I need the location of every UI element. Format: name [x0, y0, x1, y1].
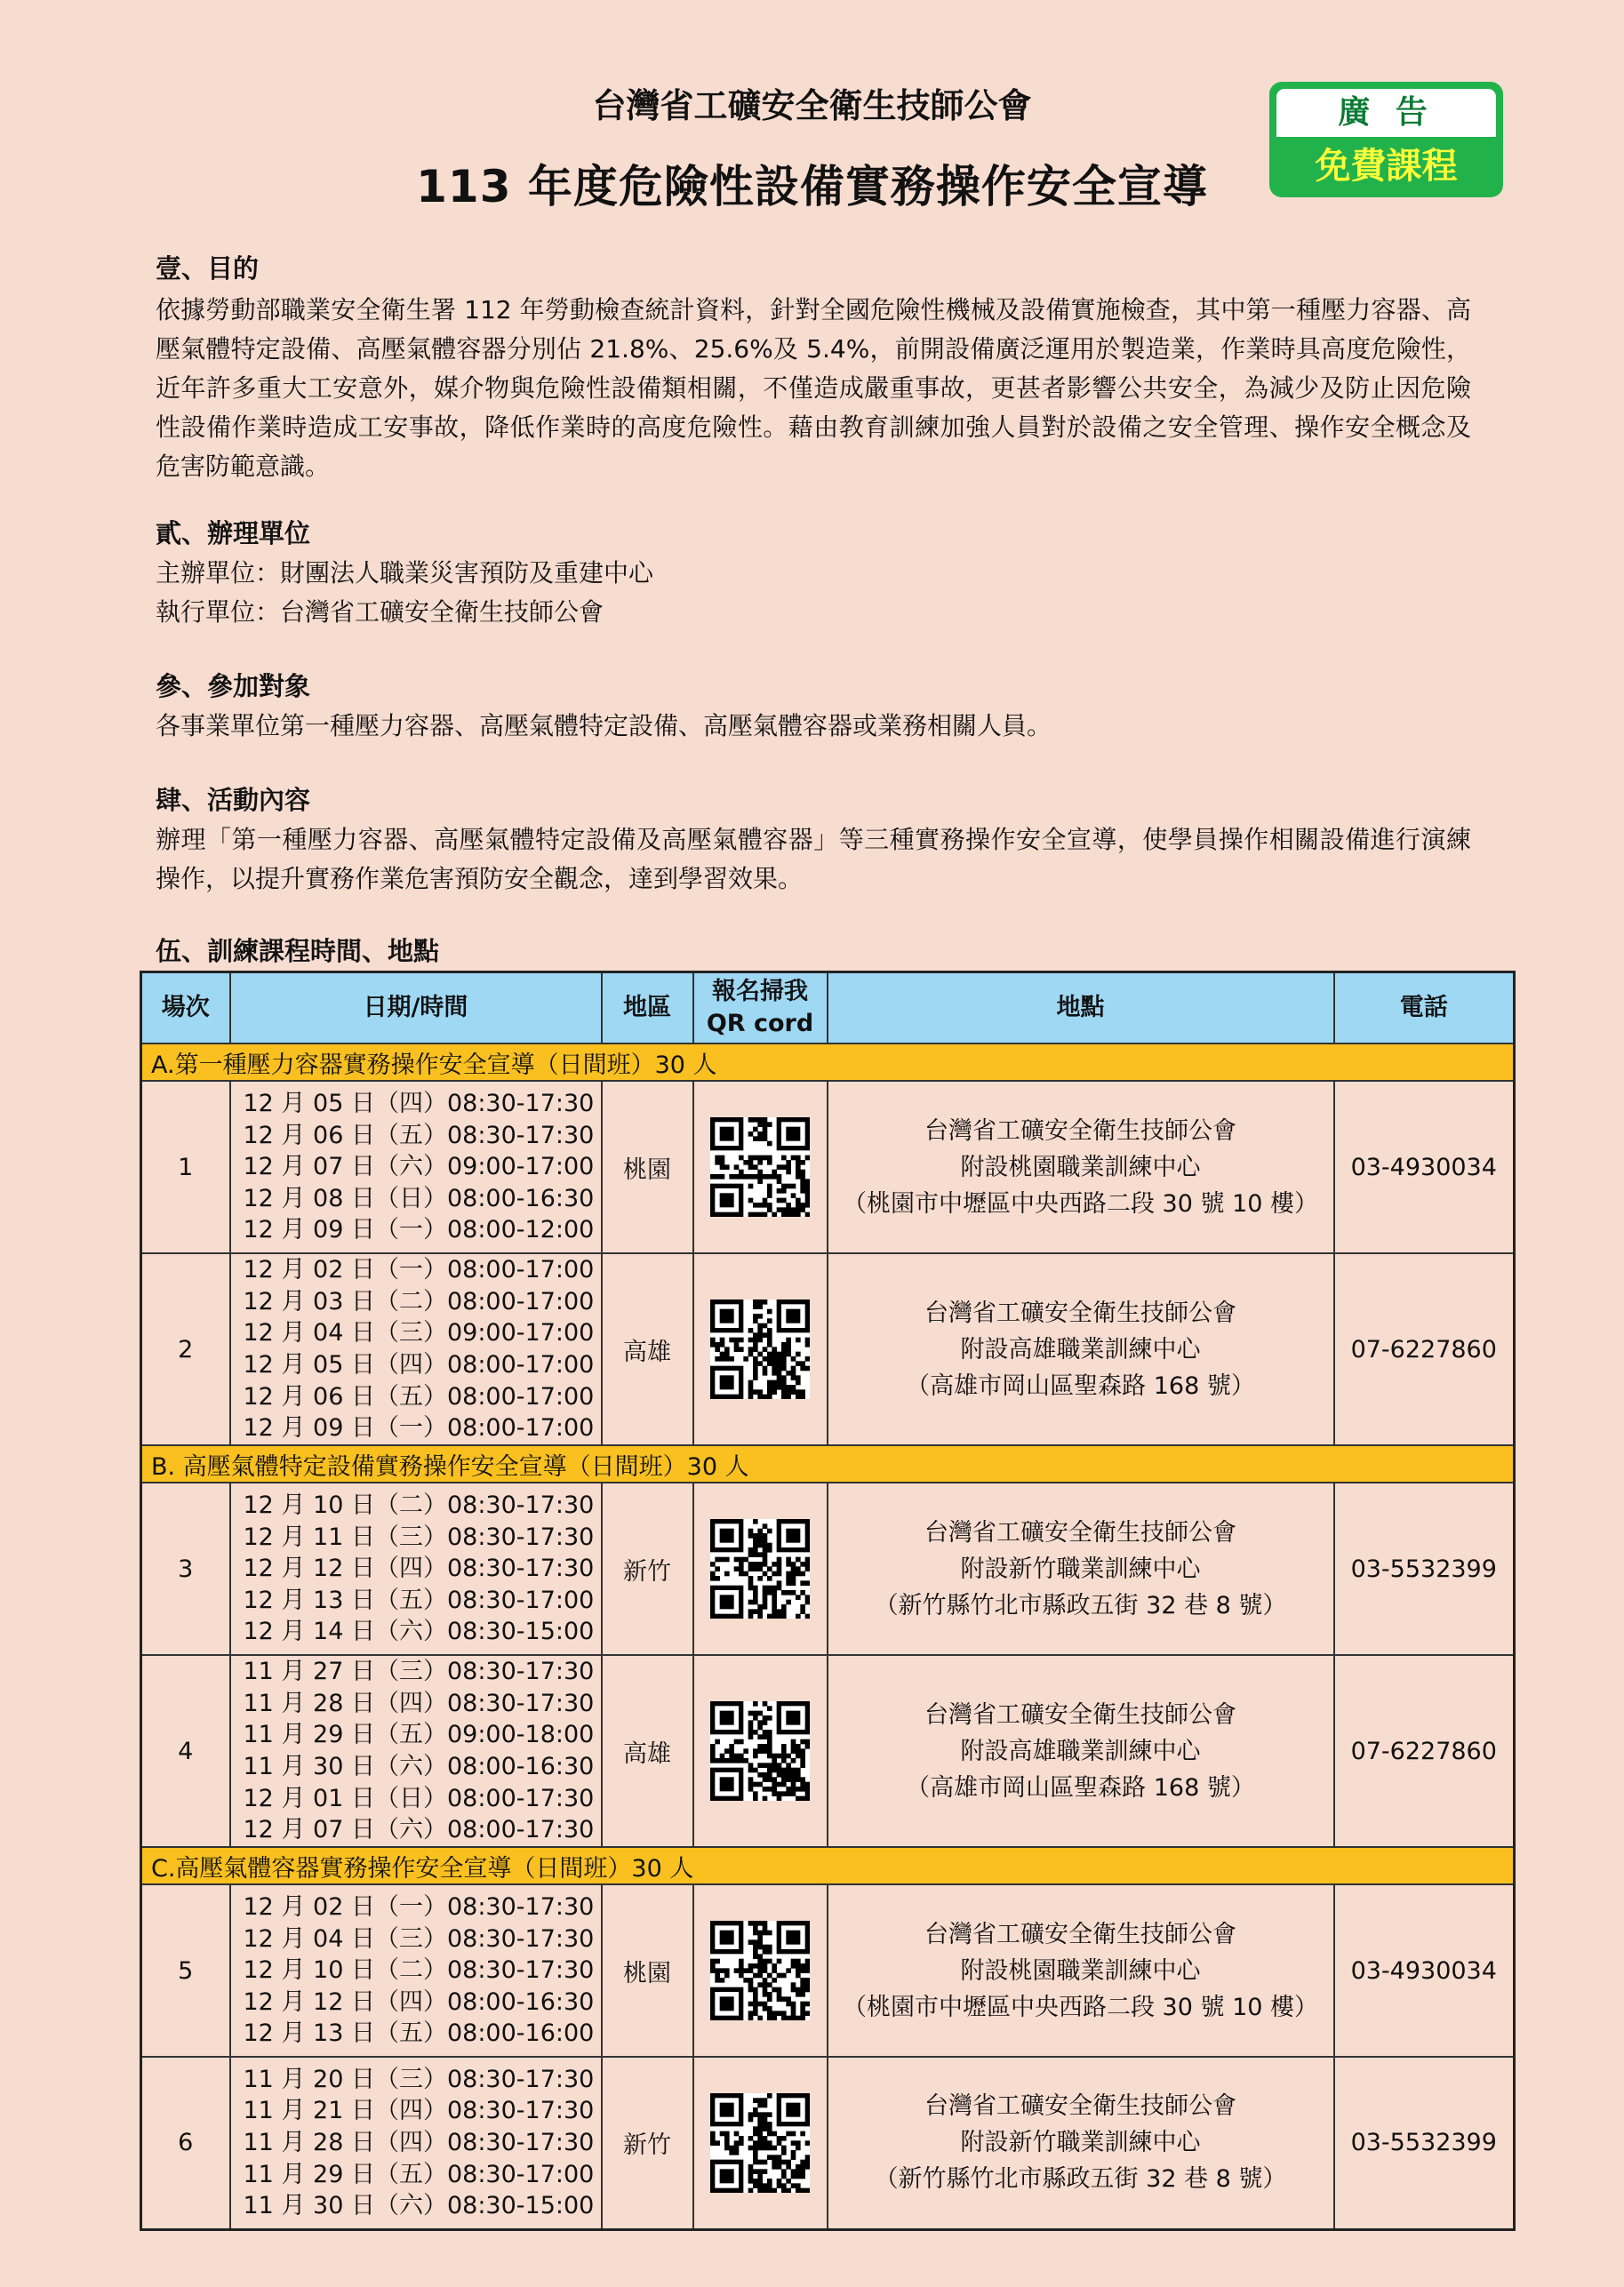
- venue-line: 台灣省工礦安全衛生技師公會: [924, 1700, 1236, 1729]
- qr-label-2: QR cord: [706, 1010, 814, 1037]
- page-title: 113 年度危險性設備實務操作安全宣導: [416, 161, 1208, 212]
- qr-label-1: 報名掃我: [712, 978, 808, 1005]
- venue-line: （新竹縣竹北市縣政五街 32 巷 8 號）: [874, 2165, 1287, 2194]
- date-item: 12 月 07 日（六）09:00-17:00: [243, 1153, 595, 1181]
- venue-line: （高雄市岡山區聖森路 168 號）: [906, 1773, 1255, 1802]
- session-number: 1: [141, 1081, 230, 1253]
- table-row: [141, 1655, 1515, 1847]
- section-text: 各事業單位第一種壓力容器、高壓氣體特定設備、高壓氣體容器或業務相關人員。: [156, 711, 1052, 740]
- date-list: [230, 1655, 602, 1847]
- ad-label: 廣 告: [1276, 89, 1496, 137]
- phone-number: 03-5532399: [1334, 1483, 1515, 1655]
- venue: [828, 1483, 1334, 1655]
- qr-cell: [693, 2057, 828, 2229]
- region: 新竹: [602, 1483, 693, 1655]
- date-item: 12 月 11 日（三）08:30-17:30: [243, 1523, 595, 1551]
- course-group-label: A.第一種壓力容器實務操作安全宣導（日間班）30 人: [141, 1044, 1515, 1081]
- table-row: [141, 1483, 1515, 1655]
- date-item: 12 月 02 日（一）08:00-17:00: [243, 1256, 595, 1284]
- date-item: 11 月 27 日（三）08:30-17:30: [243, 1658, 595, 1686]
- date-item: 12 月 04 日（三）08:30-17:30: [243, 1924, 595, 1953]
- section-heading: 貳、辦理單位: [156, 518, 311, 548]
- date-item: 11 月 20 日（三）08:30-17:30: [243, 2065, 595, 2093]
- schedule-table: [140, 971, 1516, 2231]
- date-item: 12 月 12 日（四）08:00-16:30: [243, 1987, 595, 2016]
- date-item: 12 月 14 日（六）08:30-15:00: [243, 1618, 595, 1646]
- date-item: 12 月 08 日（日）08:00-16:30: [243, 1184, 595, 1212]
- qr-cell: [693, 1655, 828, 1847]
- venue: [828, 1655, 1334, 1847]
- session-number: 4: [141, 1655, 230, 1847]
- table-row: [141, 1081, 1515, 1253]
- date-item: 12 月 03 日（二）08:00-17:00: [243, 1287, 595, 1315]
- region: 高雄: [602, 1655, 693, 1847]
- region: 桃園: [602, 1884, 693, 2057]
- qr-code-icon[interactable]: [710, 2093, 810, 2193]
- date-item: 12 月 05 日（四）08:00-17:00: [243, 1351, 595, 1379]
- venue-line: 台灣省工礦安全衛生技師公會: [924, 1920, 1236, 1948]
- col-place: 地點: [828, 972, 1334, 1044]
- date-item: 12 月 06 日（五）08:30-17:30: [243, 1121, 595, 1149]
- date-item: 12 月 12 日（四）08:30-17:30: [243, 1555, 595, 1583]
- section-heading: 伍、訓練課程時間、地點: [156, 936, 440, 966]
- date-item: 12 月 10 日（二）08:30-17:30: [243, 1956, 595, 1985]
- date-item: 11 月 21 日（四）08:30-17:30: [243, 2097, 595, 2125]
- section-activity: [156, 780, 1471, 899]
- section-audience: [156, 667, 1471, 746]
- section-text: 執行單位：台灣省工礦安全衛生技師公會: [156, 597, 604, 627]
- col-session: 場次: [141, 972, 230, 1044]
- date-item: 12 月 10 日（二）08:30-17:30: [243, 1491, 595, 1520]
- date-list: [230, 2057, 602, 2229]
- section-text: 主辦單位：財團法人職業災害預防及重建中心: [156, 558, 654, 588]
- date-item: 12 月 04 日（三）09:00-17:00: [243, 1319, 595, 1347]
- date-item: 12 月 05 日（四）08:30-17:30: [243, 1090, 595, 1118]
- venue-line: 附設新竹職業訓練中心: [960, 1555, 1201, 1583]
- date-item: 12 月 09 日（一）08:00-17:00: [243, 1414, 595, 1443]
- phone-number: 03-4930034: [1334, 1884, 1515, 2057]
- date-item: 12 月 13 日（五）08:30-17:00: [243, 1586, 595, 1614]
- date-list: [230, 1081, 602, 1253]
- region: 新竹: [602, 2057, 693, 2229]
- venue: [828, 1253, 1334, 1445]
- course-group-label: C.高壓氣體容器實務操作安全宣導（日間班）30 人: [141, 1847, 1515, 1884]
- course-group-row: [141, 1847, 1515, 1884]
- venue-line: 附設桃園職業訓練中心: [960, 1153, 1201, 1181]
- region: 桃園: [602, 1081, 693, 1253]
- venue-line: （新竹縣竹北市縣政五街 32 巷 8 號）: [874, 1591, 1287, 1619]
- table-row: [141, 2057, 1515, 2229]
- date-item: 11 月 28 日（四）08:30-17:30: [243, 2128, 595, 2156]
- course-group-label: B. 高壓氣體特定設備實務操作安全宣導（日間班）30 人: [141, 1445, 1515, 1483]
- date-list: [230, 1884, 602, 2057]
- ad-badge: [1269, 82, 1503, 197]
- phone-number: 03-4930034: [1334, 1081, 1515, 1253]
- section-heading: 肆、活動內容: [156, 785, 311, 815]
- qr-code-icon[interactable]: [710, 1701, 810, 1801]
- venue-line: 台灣省工礦安全衛生技師公會: [924, 1116, 1236, 1145]
- section-organizer: [156, 514, 1471, 632]
- org-name: 台灣省工礦安全衛生技師公會: [592, 86, 1032, 125]
- qr-cell: [693, 1253, 828, 1445]
- table-row: [141, 1253, 1515, 1445]
- date-item: 11 月 30 日（六）08:00-16:30: [243, 1753, 595, 1780]
- venue: [828, 1081, 1334, 1253]
- date-item: 12 月 13 日（五）08:00-16:00: [243, 2019, 595, 2048]
- date-item: 11 月 29 日（五）09:00-18:00: [243, 1721, 595, 1749]
- venue-line: 附設新竹職業訓練中心: [960, 2129, 1201, 2157]
- session-number: 5: [141, 1884, 230, 2057]
- venue: [828, 2057, 1334, 2229]
- qr-code-icon[interactable]: [710, 1299, 810, 1399]
- venue-line: 台灣省工礦安全衛生技師公會: [924, 1299, 1236, 1327]
- free-course-label: 免費課程: [1315, 146, 1458, 187]
- venue-line: （高雄市岡山區聖森路 168 號）: [906, 1371, 1255, 1400]
- qr-cell: [693, 1884, 828, 2057]
- qr-code-icon[interactable]: [710, 1519, 810, 1619]
- region: 高雄: [602, 1253, 693, 1445]
- col-region: 地區: [602, 972, 693, 1044]
- section-text: 辦理「第一種壓力容器、高壓氣體特定設備及高壓氣體容器」等三種實務操作安全宣導，使學員操作相關設備進行演練操作，以提升實務作業危害預防安全觀念，達到學習效果。: [156, 825, 1471, 893]
- venue-line: 附設高雄職業訓練中心: [960, 1335, 1201, 1363]
- section-purpose: [156, 249, 1471, 486]
- venue-line: 附設桃園職業訓練中心: [960, 1956, 1201, 1985]
- date-item: 12 月 02 日（一）08:30-17:30: [243, 1893, 595, 1922]
- venue-line: （桃園市中壢區中央西路二段 30 號 10 樓）: [842, 1189, 1319, 1218]
- qr-cell: [693, 1483, 828, 1655]
- date-list: [230, 1483, 602, 1655]
- venue-line: 台灣省工礦安全衛生技師公會: [924, 2092, 1236, 2121]
- section-heading: 參、參加對象: [156, 671, 311, 701]
- date-item: 12 月 09 日（一）08:00-12:00: [243, 1216, 595, 1244]
- session-number: 6: [141, 2057, 230, 2229]
- venue-line: （桃園市中壢區中央西路二段 30 號 10 樓）: [842, 1993, 1319, 2021]
- course-group-row: [141, 1044, 1515, 1081]
- col-date-time: 日期/時間: [230, 972, 602, 1044]
- table-header: [141, 972, 1515, 1044]
- qr-code-icon[interactable]: [710, 1921, 810, 2020]
- phone-number: 03-5532399: [1334, 2057, 1515, 2229]
- date-item: 12 月 01 日（日）08:00-17:30: [243, 1784, 595, 1812]
- date-item: 11 月 29 日（五）08:30-17:00: [243, 2160, 595, 2188]
- qr-code-icon[interactable]: [710, 1117, 810, 1217]
- section-schedule: [156, 932, 1471, 968]
- venue: [828, 1884, 1334, 2057]
- col-phone: 電話: [1334, 972, 1515, 1044]
- table-row: [141, 1884, 1515, 2057]
- venue-line: 台灣省工礦安全衛生技師公會: [924, 1518, 1236, 1547]
- date-item: 12 月 07 日（六）08:00-17:30: [243, 1816, 595, 1844]
- section-heading: 壹、目的: [156, 253, 260, 284]
- date-item: 11 月 28 日（四）08:30-17:30: [243, 1689, 595, 1717]
- col-qr: [693, 972, 828, 1044]
- qr-cell: [693, 1081, 828, 1253]
- session-number: 3: [141, 1483, 230, 1655]
- venue-line: 附設高雄職業訓練中心: [960, 1737, 1201, 1765]
- course-group-row: [141, 1445, 1515, 1483]
- date-list: [230, 1253, 602, 1445]
- session-number: 2: [141, 1253, 230, 1445]
- phone-number: 07-6227860: [1334, 1253, 1515, 1445]
- date-item: 12 月 06 日（五）08:00-17:00: [243, 1382, 595, 1411]
- date-item: 11 月 30 日（六）08:30-15:00: [243, 2192, 595, 2220]
- phone-number: 07-6227860: [1334, 1655, 1515, 1847]
- section-text: 依據勞動部職業安全衛生署 112 年勞動檢查統計資料，針對全國危險性機械及設備實施檢查，其中第一種壓力容器、高壓氣體特定設備、高壓氣體容器分別佔 21.8%、25.6%及 5.4%，前開設備廣泛運用於製造業，作業時具高度危險性，近年許多重大工安意外，媒介物與危險性設備類相關，不僅造成嚴重事故，更甚者影響公共安全，為減少及防止因危險性設備作業時造成工安事故，降低作業時的高度危險性。藉由教育訓練加強人員對於設備之安全管理、操作安全概念及危害防範意識。: [156, 295, 1471, 481]
